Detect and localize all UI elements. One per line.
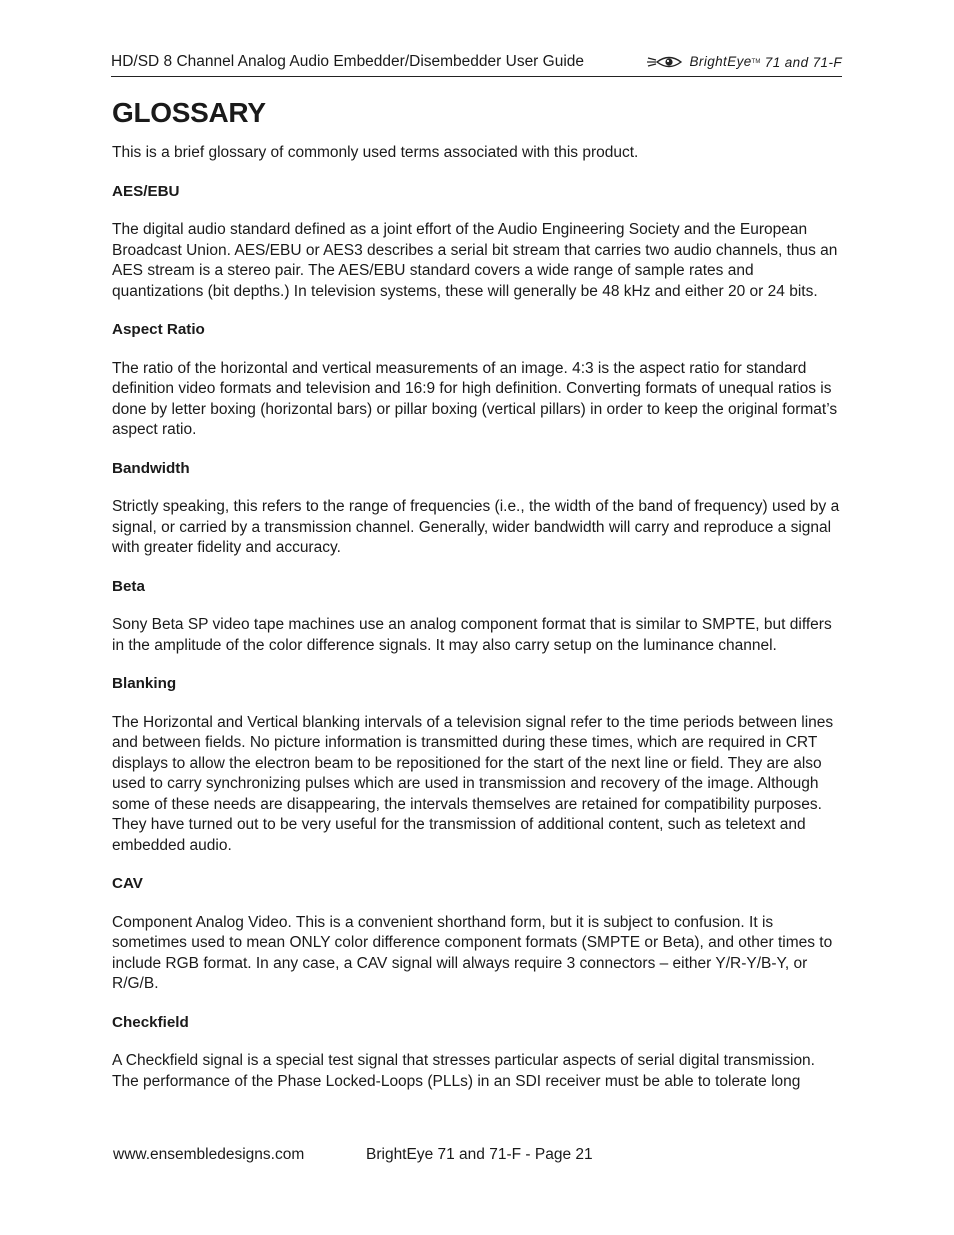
- glossary-term: Blanking: [112, 675, 177, 692]
- glossary-definition: The ratio of the horizontal and vertical measurements of an image. 4:3 is the aspect ratio for standard definition video formats and television and 16:9 for high definition. Converting formats of unequal ratios is done by letter boxing (horizontal bars) or pillar boxing (vertical pillars) in order to keep the original format’s aspect ratio.: [112, 359, 838, 438]
- glossary-term: Bandwidth: [112, 459, 190, 477]
- brand-trademark: TM: [751, 59, 761, 65]
- glossary-definition: Component Analog Video. This is a convenient shorthand form, but it is subject to confusion. It is sometimes used to mean ONLY color difference component formats (SMPTE or Beta), and other times to include RGB format. In any case, a CAV signal will always require 3 connectors – either Y/R-Y/B-Y, or R/G/B.: [112, 913, 833, 992]
- glossary-definition: The digital audio standard defined as a joint effort of the Audio Engineering Society and the European Broadcast Union. AES/EBU or AES3 describes a serial bit stream that carries two audio channels, thus an AES stream is a stereo pair. The AES/EBU standard covers a wide range of sample rates and quantizations (bit depths.) In television systems, these will generally be 48 kHz and either 20 or 24 bits.: [112, 221, 838, 300]
- glossary-term: Beta: [112, 577, 145, 595]
- brand-model: 71 and 71-F: [764, 54, 842, 70]
- glossary-term: AES/EBU: [112, 182, 180, 200]
- footer-website: www.ensembledesigns.com: [113, 1146, 305, 1163]
- intro-paragraph: This is a brief glossary of commonly used terms associated with this product.: [112, 144, 639, 161]
- brand-name: BrightEye: [689, 54, 752, 69]
- glossary-term: Checkfield: [112, 1013, 189, 1031]
- footer-page-number: BrightEye 71 and 71-F - Page 21: [366, 1146, 593, 1163]
- page-title: GLOSSARY: [112, 97, 266, 128]
- glossary-definition: Strictly speaking, this refers to the range of frequencies (i.e., the width of the band of frequency) used by a signal, or carried by a transmission channel. Generally, wider bandwidth will carry and reproduce a signal with greater fidelity and accuracy.: [112, 498, 840, 556]
- glossary-term: CAV: [112, 875, 143, 892]
- document-title: HD/SD 8 Channel Analog Audio Embedder/Disembedder User Guide: [111, 53, 585, 70]
- glossary-term: Aspect Ratio: [112, 321, 205, 338]
- glossary-definition: The Horizontal and Vertical blanking intervals of a television signal refer to the time periods between lines and between fields. No picture information is transmitted during these times, which are required in CRT displays to allow the electron beam to be repositioned for the start of the next line or field. They are also used to carry synchronizing pulses which are used in transmission and recovery of the image. Although some of these needs are disappearing, the intervals themselves are retained for compatibility purposes. They have turned out to be very useful for the transmission of additional content, such as teletext and embedded audio.: [112, 713, 834, 854]
- glossary-definition: A Checkfield signal is a special test signal that stresses particular aspects of serial digital transmission. The performance of the Phase Locked-Loops (PLLs) in an SDI receiver must be able to tolerate long: [112, 1052, 815, 1090]
- page-content: [112, 95, 842, 1110]
- brand-logo: [647, 53, 842, 71]
- eye-logo-icon: [647, 54, 685, 70]
- page-header: [111, 52, 842, 77]
- glossary-list: [112, 182, 842, 1093]
- glossary-definition: Sony Beta SP video tape machines use an analog component format that is similar to SMPTE, but differs in the amplitude of the color difference signals. It may also carry setup on the luminance channel.: [112, 616, 832, 654]
